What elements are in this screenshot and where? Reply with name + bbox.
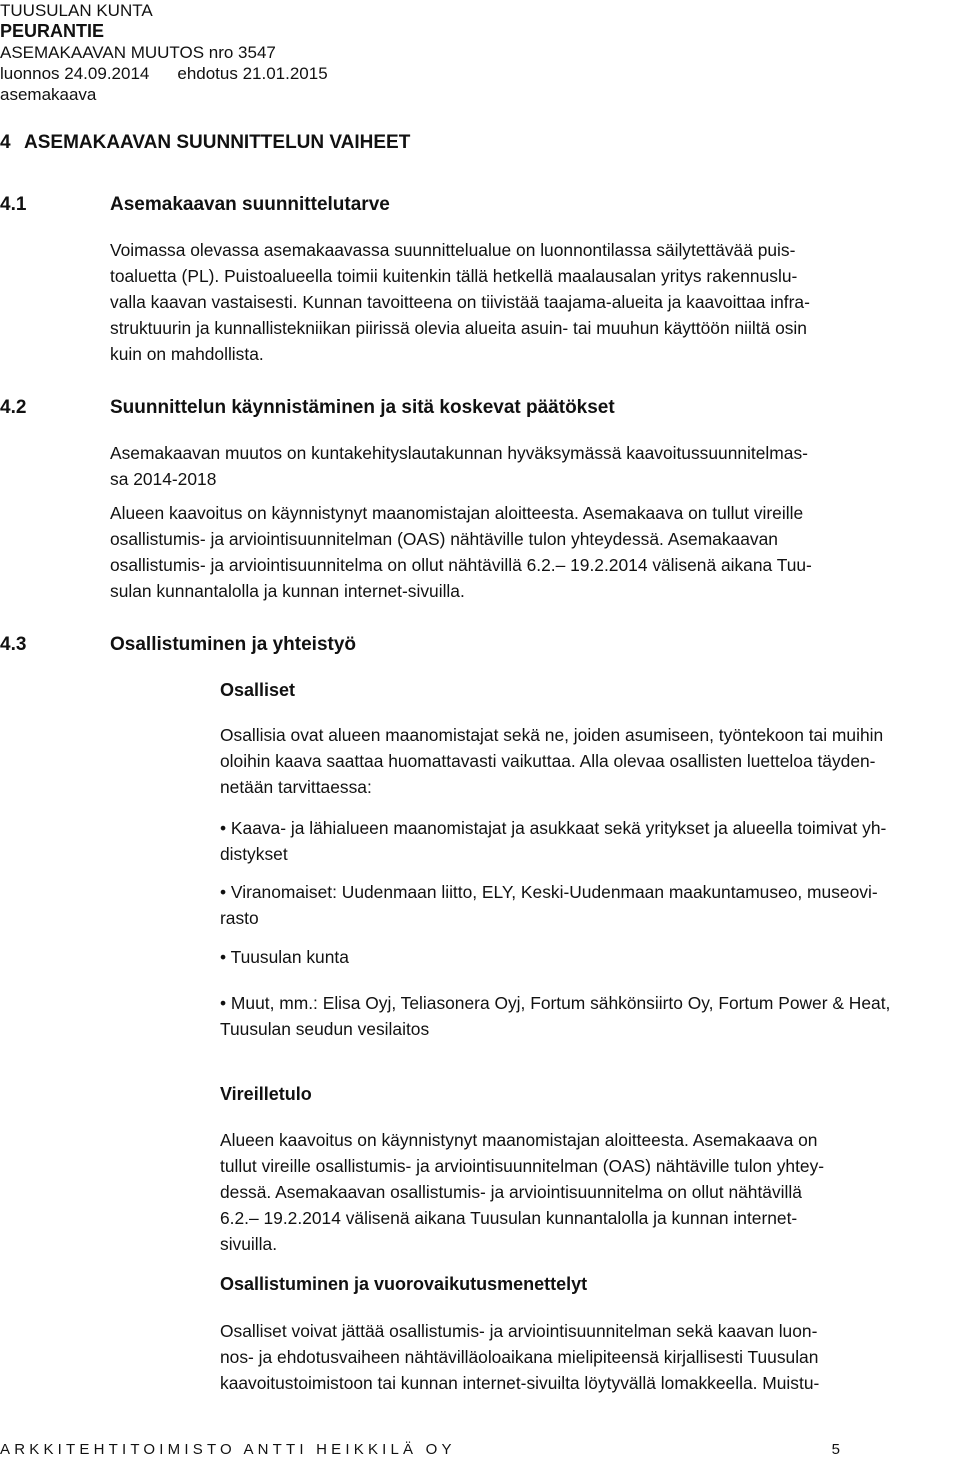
section-title: ASEMAKAAVAN SUUNNITTELUN VAIHEET <box>24 132 411 153</box>
text-line: Osallisia ovat alueen maanomistajat sekä ne, joiden asumiseen, työntekoon tai muihin <box>220 725 884 745</box>
header-plan: ASEMAKAAVAN MUUTOS nro 3547 <box>0 43 276 62</box>
bullet-text: • Tuusulan kunta <box>220 947 349 967</box>
header-org: TUUSULAN KUNTA <box>0 1 153 20</box>
text-line: oloihin kaava saattaa huomattavasti vaikuttaa. Alla olevaa osallisten luetteloa täyden- <box>220 751 876 771</box>
vireilletulo-heading: Vireilletulo <box>220 1084 312 1104</box>
text-line: 6.2.– 19.2.2014 välisenä aikana Tuusulan kunnantalolla ja kunnan internet- <box>220 1208 798 1228</box>
text-line: struktuurin ja kunnallistekniikan piirissä olevia alueita asuin- tai muuhun käyttöön niiltä osin <box>110 318 807 338</box>
bullet-text: distykset <box>220 844 288 864</box>
bullet-text: rasto <box>220 908 259 928</box>
text-line: dessä. Asemakaavan osallistumis- ja arviointisuunnitelma on ollut nähtävillä <box>220 1182 802 1202</box>
section-4-2-paragraph-2 <box>110 500 812 604</box>
section-4-1-paragraph <box>110 237 810 367</box>
footer-office: ARKKITEHTITOIMISTO ANTTI HEIKKILÄ OY <box>0 1441 456 1458</box>
text-line: sa 2014-2018 <box>110 469 217 489</box>
section-title: Osallistuminen ja yhteistyö <box>110 634 357 655</box>
text-line: Voimassa olevassa asemakaavassa suunnittelualue on luonnontilassa säilytettävää puis- <box>110 240 796 260</box>
section-number: 4.2 <box>0 397 27 418</box>
list-item <box>220 879 878 931</box>
vireilletulo-paragraph <box>220 1127 824 1257</box>
bullet-text: • Kaava- ja lähialueen maanomistajat ja asukkaat sekä yritykset ja alueella toimivat yh- <box>220 818 887 838</box>
text-line: sulan kunnantalolla ja kunnan internet-sivuilla. <box>110 581 465 601</box>
list-item <box>220 944 349 970</box>
text-line: osallistumis- ja arviointisuunnitelma on ollut nähtävillä 6.2.– 19.2.2014 välisenä aikana Tuu- <box>110 555 812 575</box>
text-line: netään tarvittaessa: <box>220 777 372 797</box>
vuorovaikutus-heading: Osallistuminen ja vuorovaikutusmenettelyt <box>220 1274 588 1294</box>
section-number: 4 <box>0 132 11 153</box>
text-line: Alueen kaavoitus on käynnistynyt maanomistajan aloitteesta. Asemakaava on tullut vireille <box>110 503 804 523</box>
section-title: Asemakaavan suunnittelutarve <box>110 194 390 215</box>
text-line: Osalliset voivat jättää osallistumis- ja arviointisuunnitelman sekä kaavan luon- <box>220 1321 818 1341</box>
text-line: kaavoitustoimistoon tai kunnan internet-sivuilta löytyvällä lomakkeella. Muistu- <box>220 1373 820 1393</box>
header-proposal-date: ehdotus 21.01.2015 <box>177 64 328 83</box>
header-dates <box>0 63 328 84</box>
document-header <box>0 0 328 105</box>
section-4-2-paragraph-1 <box>110 440 808 492</box>
section-4-1-heading <box>0 194 390 216</box>
vuorovaikutus-paragraph <box>220 1318 819 1396</box>
text-line: nos- ja ehdotusvaiheen nähtävilläoloaikana mielipiteensä kirjallisesti Tuusulan <box>220 1347 819 1367</box>
section-title: Suunnittelun käynnistäminen ja sitä koskevat päätökset <box>110 397 615 418</box>
osalliset-heading: Osalliset <box>220 680 296 700</box>
list-item <box>220 815 886 867</box>
header-draft-date: luonnos 24.09.2014 <box>0 64 150 83</box>
section-number: 4.3 <box>0 634 27 655</box>
bullet-text: Tuusulan seudun vesilaitos <box>220 1019 430 1039</box>
section-number: 4.1 <box>0 194 27 215</box>
page-footer <box>0 1441 840 1458</box>
list-item <box>220 990 890 1042</box>
header-project: PEURANTIE <box>0 21 105 41</box>
text-line: osallistumis- ja arviointisuunnitelman (OAS) nähtäville tulon yhteydessä. Asemakaavan <box>110 529 778 549</box>
header-type: asemakaava <box>0 85 97 104</box>
osalliset-paragraph <box>220 722 883 800</box>
bullet-text: • Muut, mm.: Elisa Oyj, Teliasonera Oyj, Fortum sähkönsiirto Oy, Fortum Power & Heat, <box>220 993 891 1013</box>
bullet-text: • Viranomaiset: Uudenmaan liitto, ELY, Keski-Uudenmaan maakuntamuseo, museovi- <box>220 882 878 902</box>
section-4-3-heading <box>0 634 356 656</box>
text-line: Asemakaavan muutos on kuntakehityslautakunnan hyväksymässä kaavoitussuunnitelmas- <box>110 443 808 463</box>
section-4-2-heading <box>0 397 615 419</box>
text-line: Alueen kaavoitus on käynnistynyt maanomistajan aloitteesta. Asemakaava on <box>220 1130 818 1150</box>
text-line: kuin on mahdollista. <box>110 344 264 364</box>
page-number: 5 <box>831 1441 840 1458</box>
text-line: valla kaavan vastaisesti. Kunnan tavoitteena on tiivistää taajama-alueita ja kaavoittaa infra- <box>110 292 810 312</box>
text-line: sivuilla. <box>220 1234 278 1254</box>
text-line: tullut vireille osallistumis- ja arviointisuunnitelman (OAS) nähtäville tulon yhtey- <box>220 1156 825 1176</box>
section-4-heading <box>0 132 410 154</box>
text-line: toaluetta (PL). Puistoalueella toimii kuitenkin tällä hetkellä maalausalan yritys rakennuslu- <box>110 266 798 286</box>
